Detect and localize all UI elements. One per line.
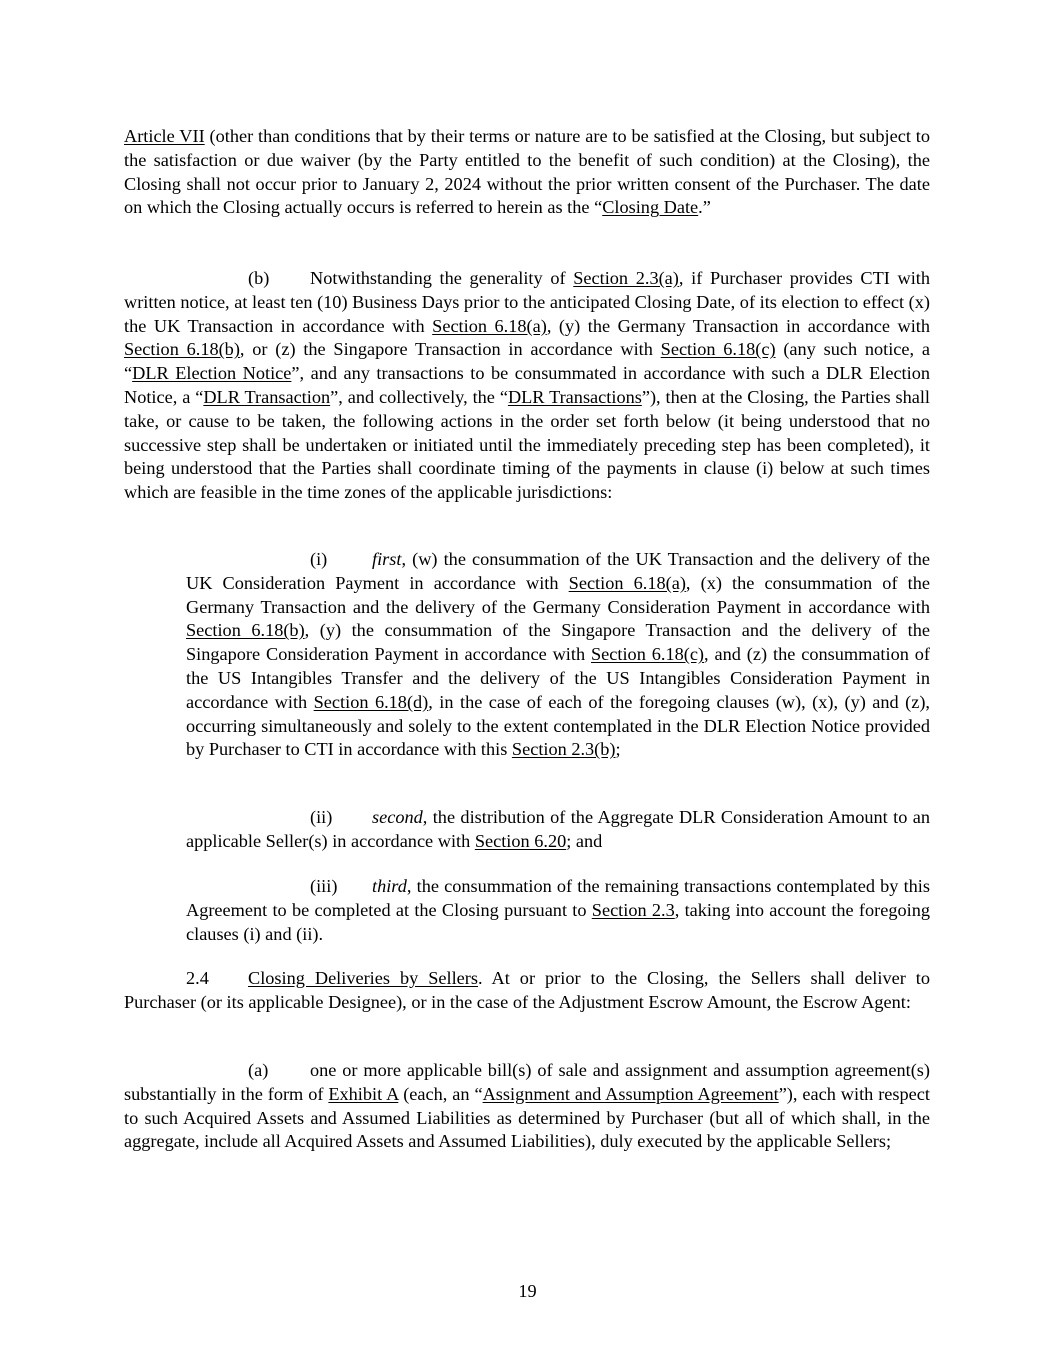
section-number-2-4: 2.4 [186, 968, 209, 988]
ref-section-2-3: Section 2.3 [591, 899, 675, 920]
page-number: 19 [518, 1281, 537, 1301]
paragraph-iii: (iii) third, the consummation of the remaining transactions contemplated by this Agreement to be completed at the Closing pursuant to Section 2.3, taking into account the foregoing clauses (i) and (ii). [186, 876, 930, 944]
ref-exhibit-a: Exhibit A [328, 1083, 399, 1104]
ref-section-6-18-a: Section 6.18(a) [432, 315, 547, 336]
ref-section-6-18-a: Section 6.18(a) [568, 572, 686, 593]
term-dlr-election-notice: DLR Election Notice [132, 363, 292, 384]
paragraph-closing-date: Article VII (other than conditions that by their terms or nature are to be satisfied at the Closing, but subject to the satisfaction or due waiver (by the Party entitled to the benefit of such condition) at the Closing), the Closing shall not occur prior to January 2, 2024 without the prior written consent of the Purchaser. The date on which the Closing actually occurs is referred to herein as the “Closing Date.” [124, 126, 931, 218]
clause-label-ii: (ii) [310, 807, 333, 827]
ref-section-6-18-b: Section 6.18(b) [124, 339, 240, 360]
clause-label-iii: (iii) [310, 876, 338, 896]
paragraph-a: (a) one or more applicable bill(s) of sale and assignment and assumption agreement(s) substantially in the form of Exhibit A (each, an “Assignment and Assumption Agreement”), each with respect to such Acquired Assets and Assumed Liabilities as determined by Purchaser (but all of which shall, in the aggregate, include all Acquired Assets and Assumed Liabilities), duly executed by the applicable Sellers; [124, 1060, 930, 1152]
term-dlr-transactions: DLR Transactions [507, 386, 642, 407]
clause-label-a: (a) [248, 1060, 269, 1080]
term-closing-date: Closing Date [602, 197, 699, 218]
ref-article-vii: Article VII [124, 126, 205, 146]
ref-section-6-18-c: Section 6.18(c) [591, 644, 705, 665]
clause-label-b: (b) [248, 268, 270, 288]
paragraph-b: (b) Notwithstanding the generality of Section 2.3(a), if Purchaser provides CTI with written notice, at least ten (10) Business Days prior to the anticipated Closing Date, of its election to effect (x) the UK Transaction in accordance with Section 6.18(a), (y) the Germany Transaction in accordance with Section 6.18(b), or (z) the Singapore Transaction in accordance with Section 6.18(c) (any such notice, a “DLR Election Notice”, and any transactions to be consummated in accordance with such a DLR Election Notice, a “DLR Transaction”, and collectively, the “DLR Transactions”), then at the Closing, the Parties shall take, or cause to be taken, the following actions in the order set forth below (it being understood that no successive step shall be undertaken or initiated until the immediately preceding step has been completed), it being understood that the Parties shall coordinate timing of the payments in clause (i) below at such times which are feasible in the time zones of the applicable jurisdictions: [124, 268, 931, 503]
paragraph-2-4: 2.4 Closing Deliveries by Sellers. At or prior to the Closing, the Sellers shall deliver to Purchaser (or its applicable Designee), or in the case of the Adjustment Escrow Amount, the Escrow Agent: [124, 968, 931, 1012]
term-dlr-transaction: DLR Transaction [203, 386, 331, 407]
clause-label-i: (i) [310, 549, 328, 569]
ref-section-6-18-d: Section 6.18(d) [313, 691, 429, 712]
ref-section-6-18-c: Section 6.18(c) [660, 339, 776, 360]
ref-section-6-18-b: Section 6.18(b) [186, 620, 305, 641]
paragraph-ii: (ii) second, the distribution of the Aggregate DLR Consideration Amount to an applicable Seller(s) in accordance with Section 6.20; and [186, 807, 930, 851]
term-assignment-and-assumption-agreement: Assignment and Assumption Agreement [482, 1083, 779, 1104]
ref-section-2-3-b: Section 2.3(b) [511, 739, 616, 760]
paragraph-i: (i) first, (w) the consummation of the UK Transaction and the delivery of the UK Consideration Payment in accordance with Section 6.18(a), (x) the consummation of the Germany Transaction and the delivery of the Germany Consideration Payment in accordance with Section 6.18(b), (y) the consummation of the Singapore Transaction and the delivery of the Singapore Consideration Payment in accordance with Section 6.18(c), and (z) the consummation of the US Intangibles Transfer and the delivery of the US Intangibles Consideration Payment in accordance with Section 6.18(d), in the case of each of the foregoing clauses (w), (x), (y) and (z), occurring simultaneously and solely to the extent contemplated in the DLR Election Notice provided by Purchaser to CTI in accordance with this Section 2.3(b); [186, 549, 930, 760]
section-heading-closing-deliveries: Closing Deliveries by Sellers [248, 968, 478, 988]
ref-section-6-20: Section 6.20 [474, 830, 567, 851]
ref-section-2-3-a: Section 2.3(a) [573, 268, 679, 288]
